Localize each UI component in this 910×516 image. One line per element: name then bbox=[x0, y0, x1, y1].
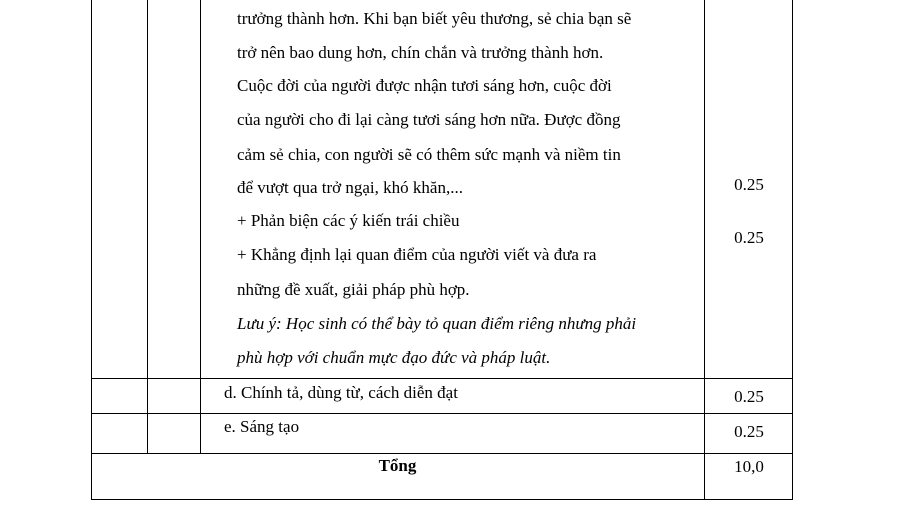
note-text: Lưu ý: Học sinh có thể bày tỏ quan điểm riêng nhưng phải bbox=[237, 314, 637, 333]
content-line: trở nên bao dung hơn, chín chắn và trưởng thành hơn. bbox=[237, 43, 604, 62]
row-divider-e bbox=[91, 413, 793, 414]
content-line: những đề xuất, giải pháp phù hợp. bbox=[237, 280, 470, 299]
row-divider-total bbox=[91, 453, 793, 454]
table-border-bottom bbox=[91, 499, 793, 500]
criterion-e: e. Sáng tạo bbox=[224, 417, 300, 436]
total-score: 10,0 bbox=[734, 457, 764, 476]
content-line: cảm sẻ chia, con người sẽ có thêm sức mạnh và niềm tin bbox=[237, 145, 621, 164]
row-divider-d bbox=[91, 378, 793, 379]
total-label: Tổng bbox=[378, 456, 417, 475]
column-divider-2 bbox=[200, 0, 201, 453]
content-line: + Phản biện các ý kiến trái chiều bbox=[237, 211, 460, 230]
content-line: trưởng thành hơn. Khi bạn biết yêu thương, sẻ chia bạn sẽ bbox=[237, 9, 632, 28]
content-line: của người cho đi lại càng tươi sáng hơn nữa. Được đồng bbox=[237, 110, 621, 129]
score-value: 0.25 bbox=[734, 228, 764, 247]
table-border-left bbox=[91, 0, 92, 500]
content-line: Cuộc đời của người được nhận tươi sáng hơn, cuộc đời bbox=[237, 76, 612, 95]
content-line: + Khẳng định lại quan điểm của người viết và đưa ra bbox=[237, 245, 597, 264]
score-d: 0.25 bbox=[734, 387, 764, 406]
column-divider-1 bbox=[147, 0, 148, 453]
score-value: 0.25 bbox=[734, 175, 764, 194]
content-line: để vượt qua trở ngại, khó khăn,... bbox=[237, 178, 463, 197]
score-e: 0.25 bbox=[734, 422, 764, 441]
criterion-d: d. Chính tả, dùng từ, cách diễn đạt bbox=[224, 383, 458, 402]
note-text: phù hợp với chuẩn mực đạo đức và pháp luật. bbox=[237, 348, 551, 367]
